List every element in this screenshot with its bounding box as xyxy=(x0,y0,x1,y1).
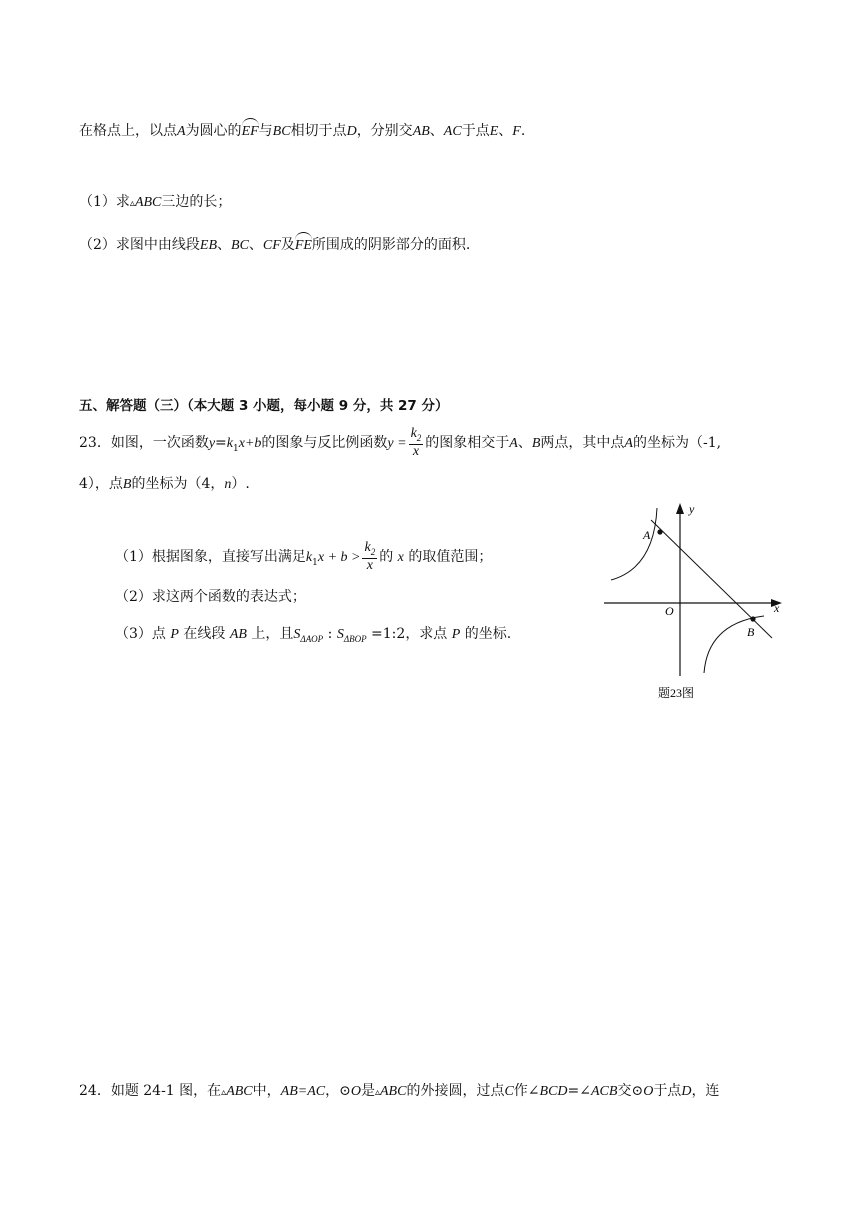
var-E: E xyxy=(489,124,499,139)
text: 的取值范围； xyxy=(408,549,493,565)
text: 在格点上，以点 xyxy=(79,123,177,139)
q23-subquestion-3 xyxy=(115,624,511,649)
var-O: O xyxy=(643,1084,654,1099)
triangle-symbol: ▵ xyxy=(221,1087,227,1098)
fraction-k2-over-x xyxy=(362,541,377,574)
text: 为圆心的 xyxy=(185,123,242,139)
var-ABC: ABC xyxy=(380,1084,407,1099)
var-ABC: ABC xyxy=(226,1084,253,1099)
var-A: A xyxy=(509,436,518,451)
text: 的图象与反比例函数 xyxy=(261,435,388,451)
subscript: ΔAOP xyxy=(300,633,324,644)
subscript: 2 xyxy=(370,546,376,557)
q23-statement-line1 xyxy=(79,426,721,466)
var-P: P xyxy=(170,627,179,642)
q22-part2 xyxy=(79,233,470,256)
fraction-k2-over-x xyxy=(409,427,424,460)
q24-statement xyxy=(79,1081,719,1103)
var-n: n xyxy=(224,477,232,492)
q22-statement xyxy=(79,119,525,142)
text: 是 xyxy=(360,1083,375,1099)
arc-EF: EF xyxy=(242,119,259,142)
var-AC: AC xyxy=(443,124,462,139)
subscript: 2 xyxy=(416,432,422,443)
var-S: S xyxy=(293,627,301,642)
text: 及 xyxy=(280,237,295,253)
text: ，⊙ xyxy=(325,1083,351,1099)
text: （2）求图中由线段 xyxy=(79,237,200,253)
var-D: D xyxy=(346,124,357,139)
text: ，连 xyxy=(691,1083,720,1099)
text: 上，且 xyxy=(251,626,294,642)
var-A: A xyxy=(624,436,633,451)
figure-caption: 题23图 xyxy=(658,686,695,700)
var-BC: BC xyxy=(272,124,291,139)
text: 交⊙ xyxy=(617,1083,644,1099)
text: 相切于点 xyxy=(290,123,347,139)
q23-subquestion-2: （2）求这两个函数的表达式； xyxy=(115,589,306,605)
figure-23 xyxy=(596,498,796,713)
text: 在线段 xyxy=(183,626,226,642)
var-BC: BC xyxy=(231,238,249,253)
var-D: D xyxy=(681,1084,692,1099)
var-B: B xyxy=(122,477,132,492)
var-x: x xyxy=(366,558,373,574)
triangle-symbol: ▵ xyxy=(129,198,135,209)
text: 于点 xyxy=(653,1083,682,1099)
q22-part1 xyxy=(79,192,231,214)
point-A-label: A xyxy=(643,528,651,542)
text: 作∠ xyxy=(513,1083,540,1099)
triangle-symbol: ▵ xyxy=(374,1087,380,1098)
var-O: O xyxy=(350,1084,361,1099)
section-heading: 五、解答题（三）（本大题 3 小题，每小题 9 分，共 27 分） xyxy=(79,398,449,414)
text: =1:2 xyxy=(366,626,406,642)
hyperbola-branch-fourth-quadrant xyxy=(704,616,764,673)
var-expr: x + b > xyxy=(317,550,361,565)
point-A xyxy=(657,529,662,534)
text: 的坐标为（-1, xyxy=(632,435,722,451)
subscript: 1 xyxy=(233,443,239,454)
q23-statement-line2 xyxy=(79,474,250,495)
text: 中， xyxy=(252,1083,281,1099)
text: 23．如图，一次函数 xyxy=(79,435,209,451)
y-axis-label: y xyxy=(689,502,695,516)
text: =∠ xyxy=(567,1083,591,1099)
var-AB: AB xyxy=(229,627,247,642)
var-k: k xyxy=(226,436,233,451)
var-CF: CF xyxy=(262,238,281,253)
var-P: P xyxy=(451,627,461,642)
text: （1）求 xyxy=(79,194,130,210)
text: 、 xyxy=(429,123,444,139)
text: 4），点 xyxy=(79,476,123,492)
var-AB-eq-AC: AB=AC xyxy=(280,1084,326,1099)
text: （1）根据图象，直接写出满足 xyxy=(115,549,306,565)
text: 的 xyxy=(379,549,394,565)
var-k: k xyxy=(305,550,313,565)
text: 、 xyxy=(248,237,263,253)
var-BCD: BCD xyxy=(539,1084,568,1099)
text: 的外接圆，过点 xyxy=(406,1083,505,1099)
text: 于点 xyxy=(461,123,490,139)
var-F: F xyxy=(512,124,521,139)
var-A: A xyxy=(177,124,186,139)
var-S: S xyxy=(336,627,344,642)
var-AB: AB xyxy=(412,124,430,139)
text: 的图象相交于 xyxy=(425,435,510,451)
point-B xyxy=(750,616,755,621)
text: = xyxy=(215,435,227,451)
var-y: y = xyxy=(387,436,407,451)
text: 、 xyxy=(498,123,513,139)
text: : xyxy=(323,626,337,642)
subscript: ΔBOP xyxy=(343,633,367,644)
var-x: x xyxy=(412,444,420,460)
text: 所围成的阴影部分的面积. xyxy=(311,237,471,253)
var-B: B xyxy=(531,436,541,451)
text: 两点，其中点 xyxy=(540,435,625,451)
var-k: k xyxy=(410,425,417,441)
subscript: 1 xyxy=(312,557,318,568)
var-y: y xyxy=(208,436,216,451)
text: ）. xyxy=(231,476,250,492)
var-x: x xyxy=(397,550,404,565)
hyperbola-branch-second-quadrant xyxy=(611,508,657,580)
text: 24．如题 24-1 图，在 xyxy=(79,1083,222,1099)
text: ，分别交 xyxy=(356,123,413,139)
var-expr: x+b xyxy=(238,436,262,451)
var-C: C xyxy=(504,1084,514,1099)
point-B-label: B xyxy=(747,625,755,639)
y-axis-arrow-icon xyxy=(676,503,684,514)
text: （3）点 xyxy=(115,626,166,642)
text: 的坐标为（4， xyxy=(131,476,225,492)
text: . xyxy=(520,123,526,139)
text: 三边的长； xyxy=(161,194,232,210)
text: 、 xyxy=(217,237,232,253)
origin-label: O xyxy=(665,604,674,618)
text: 、 xyxy=(517,435,532,451)
q23-subquestion-1 xyxy=(115,540,492,580)
text: 与 xyxy=(258,123,273,139)
var-EB: EB xyxy=(199,238,218,253)
text: 的坐标. xyxy=(464,626,512,642)
var-ABC: ABC xyxy=(134,195,162,210)
var-ACB: ACB xyxy=(591,1084,618,1099)
text: ，求点 xyxy=(405,626,448,642)
var-k: k xyxy=(364,539,371,555)
x-axis-label: x xyxy=(774,601,780,615)
arc-FE: FE xyxy=(295,233,312,256)
